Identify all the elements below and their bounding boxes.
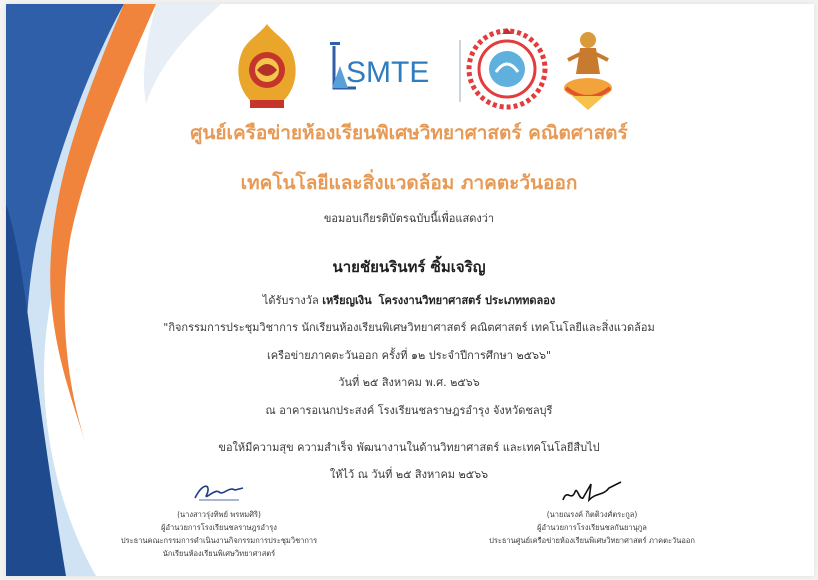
activity-line2: เครือข่ายภาคตะวันออก ครั้งที่ ๑๒ ประจำปีการศึกษา ๒๕๖๖" — [266, 349, 552, 362]
signature-right-position: ผู้อำนวยการโรงเรียนชลกันยานุกูล — [537, 523, 647, 532]
smte-logo — [322, 36, 462, 106]
award-medal: เหรียญเงิน — [322, 294, 372, 307]
deity-logo — [558, 26, 618, 112]
signature-block-left — [104, 480, 334, 560]
wish-line: ขอให้มีความสุข ความสำเร็จ พัฒนางานในด้านวิทยาศาสตร์ และเทคโนโลยีสืบไป — [218, 441, 600, 454]
signature-left-role-line1: ประธานคณะกรรมการดำเนินงานกิจกรรมการประชุมวิชาการ — [120, 536, 318, 545]
signature-left-position: ผู้อำนวยการโรงเรียนชลราษฎรอำรุง — [161, 523, 277, 532]
recipient-name: นายชัยนรินทร์ ซิ้มเจริญ — [332, 258, 486, 276]
award-project: โครงงานวิทยาศาสตร์ ประเภททดลอง — [378, 294, 556, 307]
signature-right-role-line1: ประธานศูนย์เครือข่ายห้องเรียนพิเศษวิทยาศาสตร์ ภาคตะวันออก — [489, 536, 695, 545]
signature-left-name: (นางสาวรุ่งทิพย์ พรหมศิริ) — [177, 510, 261, 519]
event-venue: ณ อาคารอเนกประสงค์ โรงเรียนชลราษฎรอำรุง จังหวัดชลบุรี — [265, 404, 553, 417]
award-prefix: ได้รับรางวัล — [262, 294, 319, 307]
smte-text: SMTE — [346, 56, 430, 89]
seal-logo — [466, 28, 548, 110]
signature-left-role-line2: นักเรียนห้องเรียนพิเศษวิทยาศาสตร์ — [162, 549, 276, 558]
emblem-logo — [232, 22, 302, 112]
certificate-title-line2: เทคโนโลยีและสิ่งแวดล้อม ภาคตะวันออก — [240, 172, 578, 194]
certificate-title-line1: ศูนย์เครือข่ายห้องเรียนพิเศษวิทยาศาสตร์ คณิตศาสตร์ — [190, 122, 628, 144]
signature-left-mark — [189, 480, 249, 506]
signature-right-name: (นายณรงค์ กิตติวงศ์ตระกูล) — [546, 510, 638, 519]
certificate-intro: ขอมอบเกียรติบัตรฉบับนี้เพื่อแสดงว่า — [323, 212, 495, 225]
signature-block-right — [468, 478, 716, 547]
event-date: วันที่ ๒๕ สิงหาคม พ.ศ. ๒๕๖๖ — [338, 376, 480, 389]
award-line — [0, 291, 818, 309]
signature-right-mark — [557, 478, 627, 506]
logos-row — [0, 22, 818, 112]
activity-line1: "กิจกรรมการประชุมวิชาการ นักเรียนห้องเรียนพิเศษวิทยาศาสตร์ คณิตศาสตร์ เทคโนโลยีและสิ่งแวดล้อม — [163, 321, 655, 334]
given-date: ให้ไว้ ณ วันที่ ๒๕ สิงหาคม ๒๕๖๖ — [329, 468, 489, 481]
